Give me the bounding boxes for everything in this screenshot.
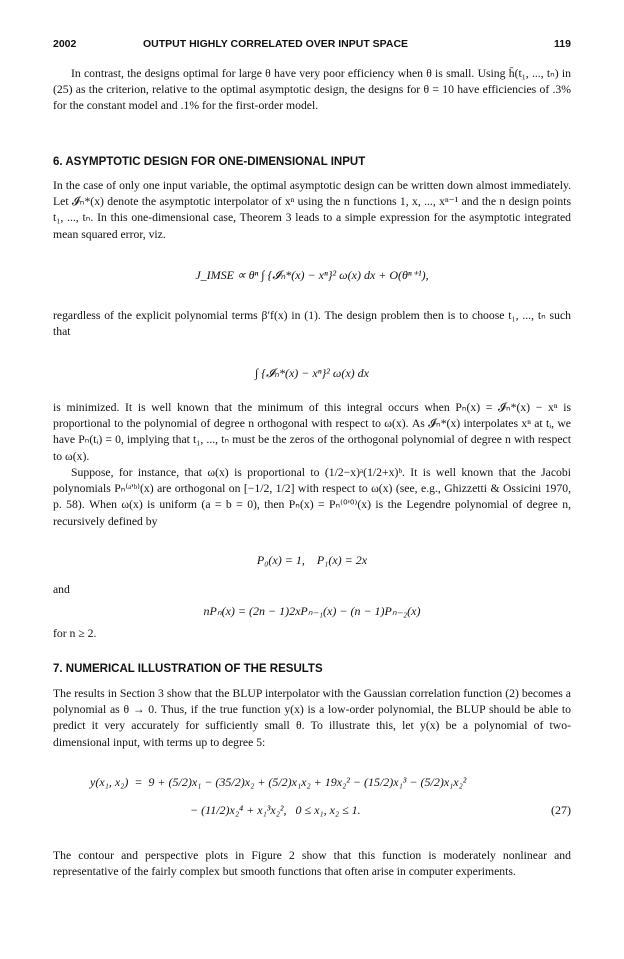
label-and: and <box>53 583 70 596</box>
paragraph-blup: The results in Section 3 show that the BLUP interpolator with the Gaussian correlation function (2) becomes a polynomial as θ → 0. Thus, if the true function y(x) is a low-order polynomial, the BLUP should be able to predict it very accurately for sufficiently small θ. To illustrate this, let y(x) be a polynomial of two-dimensional input, with terms up to degree 5: <box>53 687 571 749</box>
section-heading-6: 6. ASYMPTOTIC DESIGN FOR ONE-DIMENSIONAL INPUT <box>53 156 366 168</box>
header-title: OUTPUT HIGHLY CORRELATED OVER INPUT SPACE <box>143 38 409 50</box>
header-year: 2002 <box>53 38 77 50</box>
paragraph-contour-plots: The contour and perspective plots in Figure 2 show that this function is moderately nonlinear and representative of the fairly complex but smooth functions that often arise in computer experiments. <box>53 849 571 879</box>
equation-recursion: nPₙ(x) = (2n − 1)2xPₙ₋₁(x) − (n − 1)Pₙ₋₂(x) <box>203 604 421 618</box>
label-for-n: for n ≥ 2. <box>53 627 97 640</box>
running-header <box>53 38 571 52</box>
paragraph-minimized: is minimized. It is well known that the minimum of this integral occurs when Pₙ(x) = 𝓘ₙ*(x) − xⁿ is proportional to the polynomial of degree n orthogonal with respect to ω(x). As 𝓘ₙ*(x) interpolates xⁿ at tᵢ, we have Pₙ(tᵢ) = 0, implying that t₁, ..., tₙ must be the zeros of the orthogonal polynomial of degree n with respect to ω(x). <box>53 401 571 463</box>
equation-number-27: (27) <box>551 803 571 817</box>
header-page-number: 119 <box>554 38 571 50</box>
paragraph-jacobi: Suppose, for instance, that ω(x) is proportional to (1/2−x)ᵃ(1/2+x)ᵇ. It is well known that the Jacobi polynomials Pₙ⁽ᵃ'ᵇ⁾(x) are orthogonal on [−1/2, 1/2] with respect to ω(x) (see, e.g., Ghizzetti & Ossicini 1970, p. 58). When ω(x) is uniform (a = b = 0), then Pₙ(x) = Pₙ⁽⁰'⁰⁾(x) is the Legendre polynomial of degree n, recursively defined by <box>53 466 571 528</box>
equation-polynomial-line2: − (11/2)x₂⁴ + x₁³x₂², 0 ≤ x₁, x₂ ≤ 1. <box>190 803 361 817</box>
equation-polynomial-line1: y(x₁, x₂) = 9 + (5/2)x₁ − (35/2)x₂ + (5/2)x₁x₂ + 19x₂² − (15/2)x₁³ − (5/2)x₁x₂² <box>90 775 467 789</box>
equation-integral: ∫ {𝓘ₙ*(x) − xⁿ}² ω(x) dx <box>254 366 369 380</box>
section-heading-7: 7. NUMERICAL ILLUSTRATION OF THE RESULTS <box>53 663 323 675</box>
equation-legendre-init: P₀(x) = 1, P₁(x) = 2x <box>256 553 368 567</box>
paragraph-regardless: regardless of the explicit polynomial terms β′f(x) in (1). The design problem then is to choose t₁, ..., tₙ such that <box>53 309 571 339</box>
equation-jimse: J_IMSE ∝ θⁿ ∫ {𝓘ₙ*(x) − xⁿ}² ω(x) dx + O(θⁿ⁺¹), <box>195 268 429 282</box>
paragraph-one-dimensional: In the case of only one input variable, the optimal asymptotic design can be written down almost immediately. Let 𝓘ₙ*(x) denote the asymptotic interpolator of xⁿ using the n functions 1, x, ..., xⁿ⁻¹ and the n design points t₁, ..., tₙ. In this one-dimensional case, Theorem 3 leads to a simple expression for the asymptotic integrated mean squared error, viz. <box>53 179 571 241</box>
paragraph-efficiency: In contrast, the designs optimal for large θ have very poor efficiency when θ is small. Using h̄(t₁, ..., tₙ) in (25) as the criterion, relative to the optimal asymptotic design, the designs for θ = 10 have efficiencies of .3% for the constant model and .1% for the first-order model. <box>53 67 571 113</box>
